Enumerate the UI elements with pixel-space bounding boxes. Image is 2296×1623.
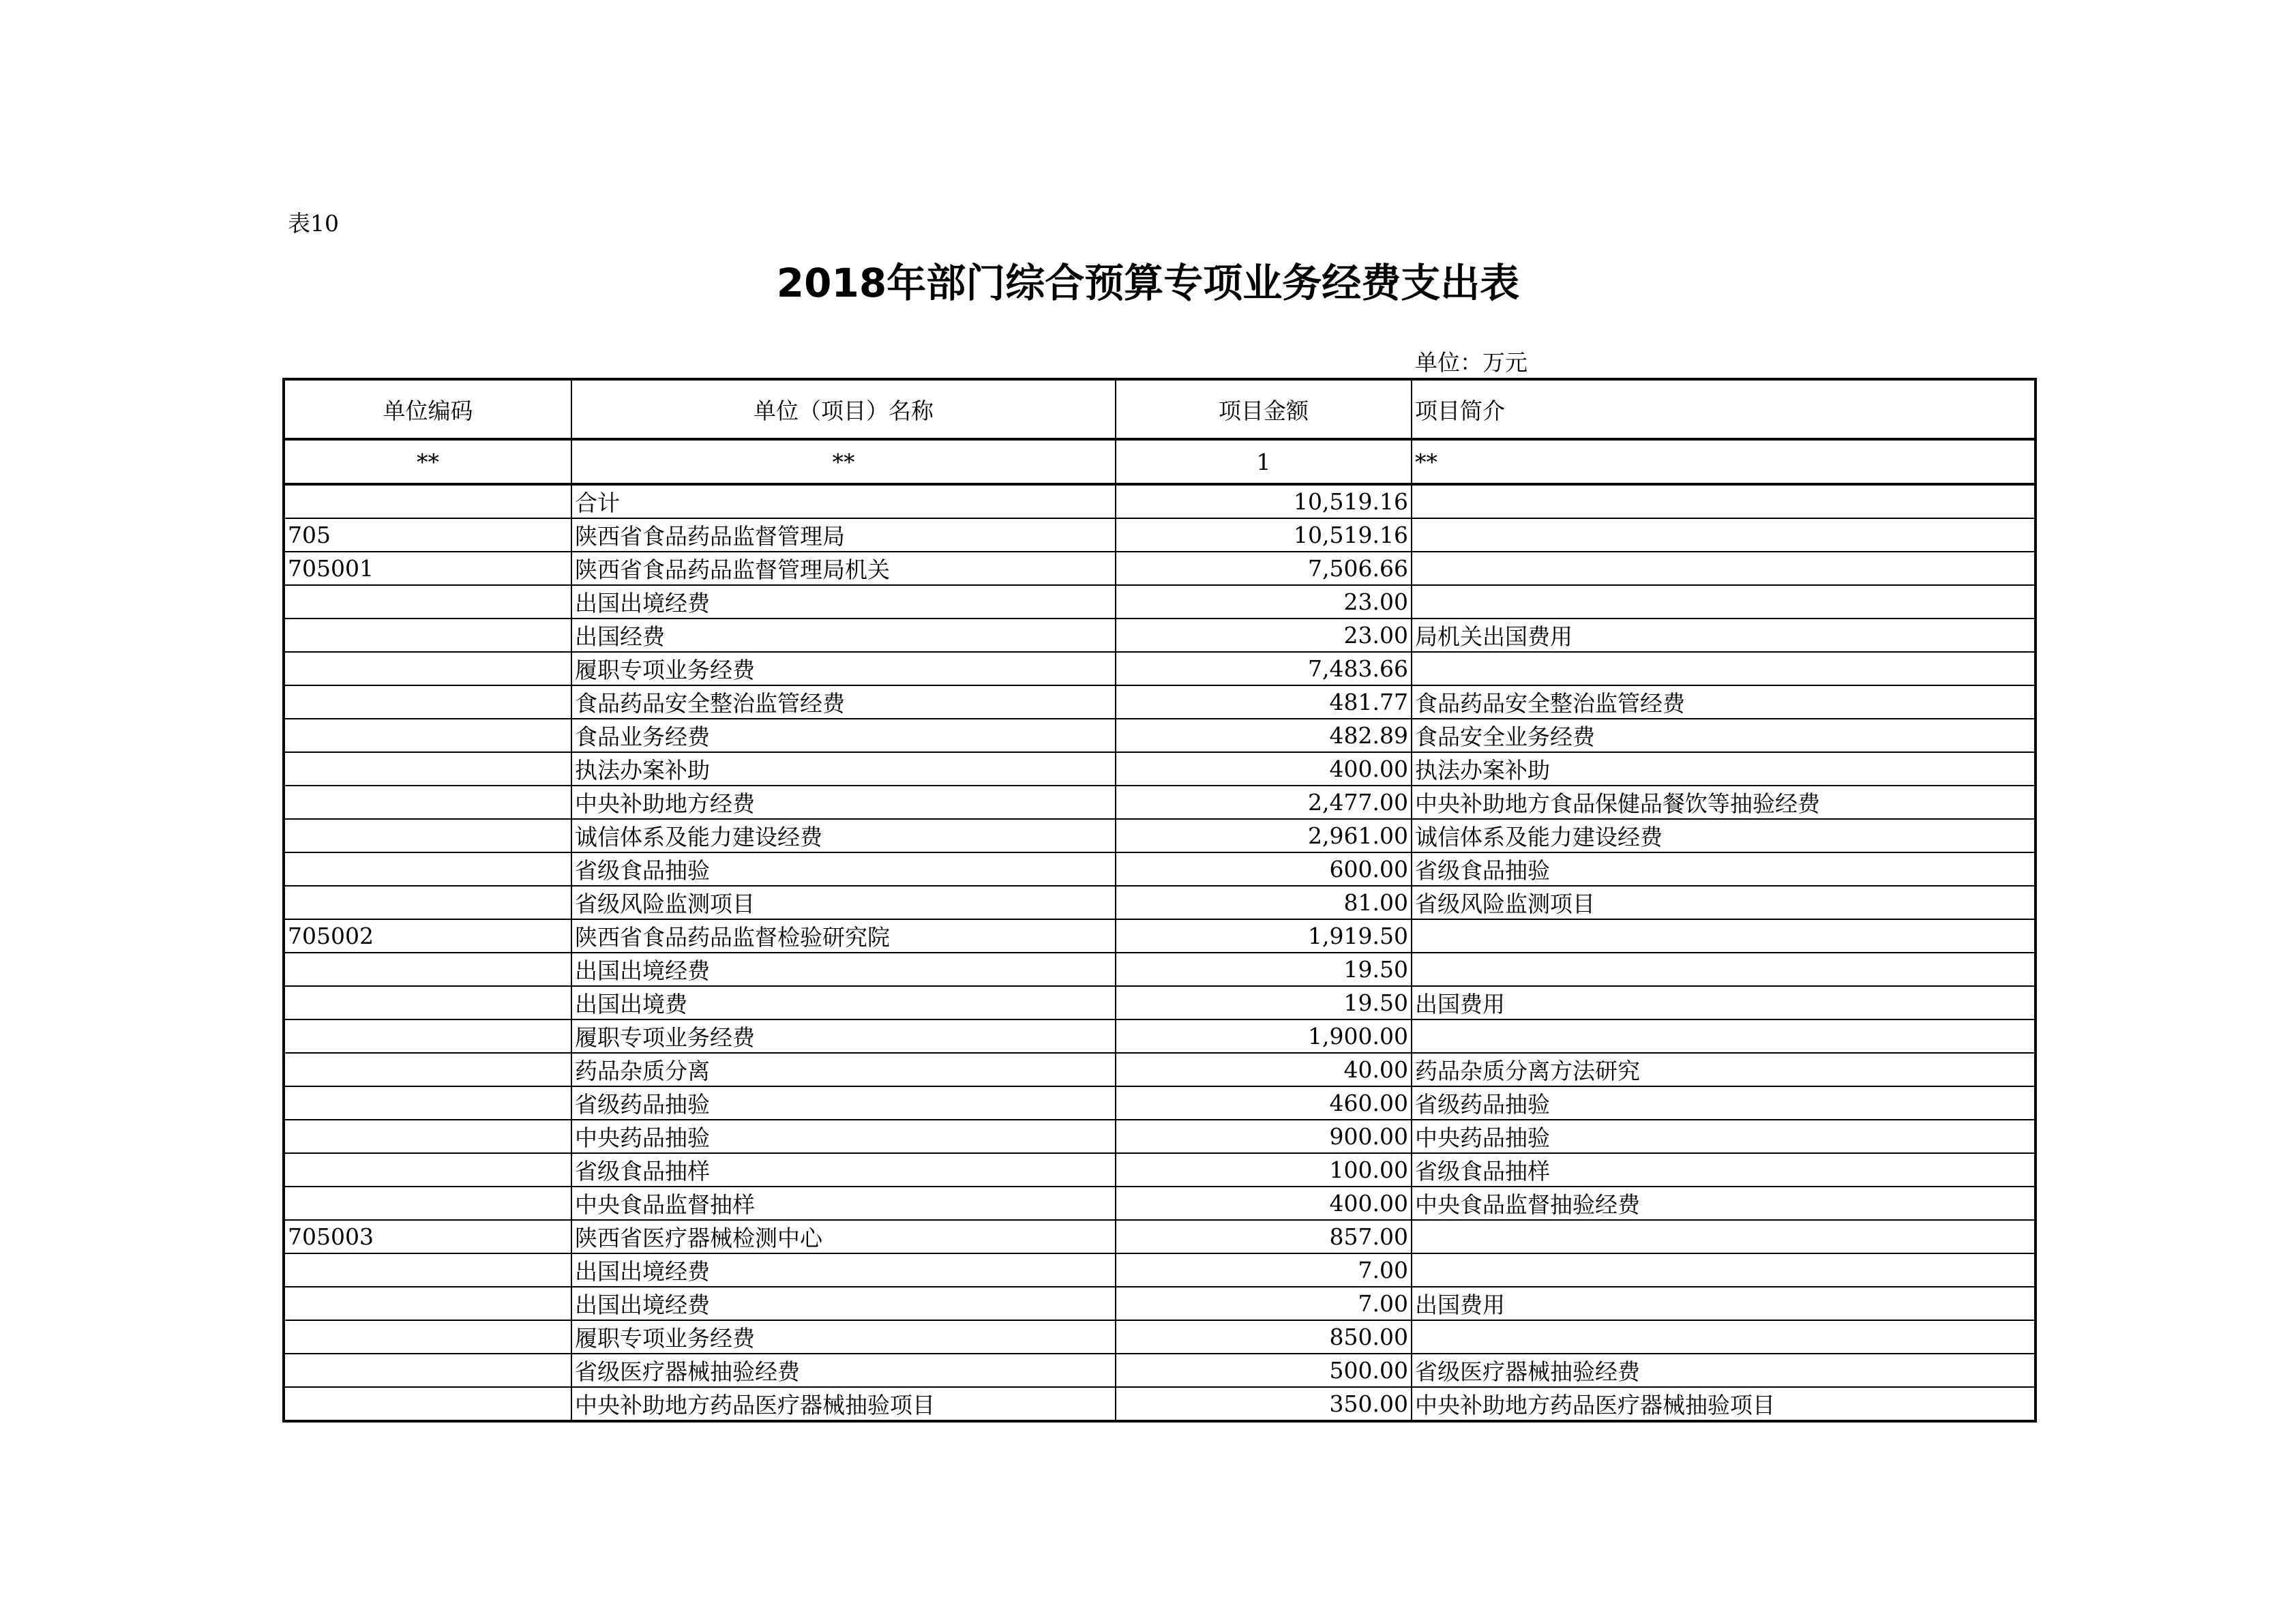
unit-code-cell <box>284 1187 571 1220</box>
item-name-cell: 出国出境费 <box>571 986 1116 1019</box>
description-cell <box>1412 1253 2036 1287</box>
description-cell <box>1412 1320 2036 1354</box>
description-cell <box>1412 953 2036 986</box>
header-code: 单位编码 <box>284 379 571 439</box>
description-cell: 省级食品抽样 <box>1412 1153 2036 1187</box>
amount-cell: 1,900.00 <box>1116 1019 1412 1053</box>
unit-code-cell <box>284 1153 571 1187</box>
unit-code-cell <box>284 1086 571 1120</box>
table-row <box>284 1120 2036 1153</box>
table-row <box>284 719 2036 752</box>
unit-code-cell <box>284 819 571 852</box>
table-row <box>284 953 2036 986</box>
amount-cell: 19.50 <box>1116 986 1412 1019</box>
item-name-cell: 出国经费 <box>571 619 1116 652</box>
description-cell <box>1412 919 2036 953</box>
unit-code-cell <box>284 484 571 518</box>
table-row <box>284 886 2036 919</box>
amount-cell: 857.00 <box>1116 1220 1412 1253</box>
unit-code-cell <box>284 1320 571 1354</box>
table-row <box>284 484 2036 518</box>
marker-row <box>284 439 2036 484</box>
description-cell <box>1412 1019 2036 1053</box>
table-row <box>284 1187 2036 1220</box>
description-cell: 中央补助地方食品保健品餐饮等抽验经费 <box>1412 786 2036 819</box>
unit-code-cell <box>284 685 571 719</box>
unit-code-cell <box>284 786 571 819</box>
unit-code-cell <box>284 652 571 685</box>
item-name-cell: 陕西省食品药品监督检验研究院 <box>571 919 1116 953</box>
unit-code-cell <box>284 619 571 652</box>
amount-cell: 2,961.00 <box>1116 819 1412 852</box>
description-cell: 局机关出国费用 <box>1412 619 2036 652</box>
item-name-cell: 省级食品抽验 <box>571 852 1116 886</box>
item-name-cell: 省级药品抽验 <box>571 1086 1116 1120</box>
amount-cell: 19.50 <box>1116 953 1412 986</box>
unit-code-cell <box>284 585 571 619</box>
item-name-cell: 中央药品抽验 <box>571 1120 1116 1153</box>
description-cell: 诚信体系及能力建设经费 <box>1412 819 2036 852</box>
item-name-cell: 中央补助地方经费 <box>571 786 1116 819</box>
description-cell: 出国费用 <box>1412 1287 2036 1320</box>
table-row <box>284 1220 2036 1253</box>
item-name-cell: 省级医疗器械抽验经费 <box>571 1354 1116 1387</box>
header-name: 单位（项目）名称 <box>571 379 1116 439</box>
amount-cell: 1,919.50 <box>1116 919 1412 953</box>
table-row <box>284 1086 2036 1120</box>
unit-code-cell <box>284 1287 571 1320</box>
amount-cell: 900.00 <box>1116 1120 1412 1153</box>
item-name-cell: 陕西省食品药品监督管理局 <box>571 518 1116 552</box>
description-cell <box>1412 484 2036 518</box>
table-row <box>284 1387 2036 1421</box>
amount-cell: 400.00 <box>1116 1187 1412 1220</box>
unit-code-cell <box>284 1253 571 1287</box>
description-cell: 食品药品安全整治监管经费 <box>1412 685 2036 719</box>
description-cell <box>1412 1220 2036 1253</box>
description-cell: 省级食品抽验 <box>1412 852 2036 886</box>
budget-table <box>282 378 2037 1423</box>
item-name-cell: 履职专项业务经费 <box>571 1320 1116 1354</box>
unit-code-cell <box>284 752 571 786</box>
amount-cell: 850.00 <box>1116 1320 1412 1354</box>
item-name-cell: 出国出境经费 <box>571 1253 1116 1287</box>
table-row <box>284 552 2036 585</box>
unit-code-cell: 705001 <box>284 552 571 585</box>
amount-cell: 81.00 <box>1116 886 1412 919</box>
item-name-cell: 食品药品安全整治监管经费 <box>571 685 1116 719</box>
item-name-cell: 出国出境经费 <box>571 1287 1116 1320</box>
unit-label: 单位：万元 <box>1415 349 1527 376</box>
table-row <box>284 786 2036 819</box>
table-row <box>284 619 2036 652</box>
description-cell: 执法办案补助 <box>1412 752 2036 786</box>
unit-code-cell <box>284 1387 571 1421</box>
description-cell: 出国费用 <box>1412 986 2036 1019</box>
table-row <box>284 852 2036 886</box>
amount-cell: 500.00 <box>1116 1354 1412 1387</box>
amount-cell: 7,506.66 <box>1116 552 1412 585</box>
amount-cell: 23.00 <box>1116 619 1412 652</box>
unit-code-cell <box>284 1120 571 1153</box>
table-row <box>284 685 2036 719</box>
unit-code-cell <box>284 852 571 886</box>
table-row <box>284 919 2036 953</box>
amount-cell: 2,477.00 <box>1116 786 1412 819</box>
marker-description: ** <box>1412 439 2036 484</box>
description-cell <box>1412 585 2036 619</box>
table-row <box>284 652 2036 685</box>
unit-code-cell: 705003 <box>284 1220 571 1253</box>
description-cell <box>1412 518 2036 552</box>
description-cell: 省级风险监测项目 <box>1412 886 2036 919</box>
item-name-cell: 履职专项业务经费 <box>571 1019 1116 1053</box>
description-cell: 省级医疗器械抽验经费 <box>1412 1354 2036 1387</box>
amount-cell: 350.00 <box>1116 1387 1412 1421</box>
amount-cell: 7,483.66 <box>1116 652 1412 685</box>
amount-cell: 23.00 <box>1116 585 1412 619</box>
unit-code-cell <box>284 719 571 752</box>
item-name-cell: 陕西省食品药品监督管理局机关 <box>571 552 1116 585</box>
item-name-cell: 省级食品抽样 <box>571 1153 1116 1187</box>
table-row <box>284 1153 2036 1187</box>
item-name-cell: 陕西省医疗器械检测中心 <box>571 1220 1116 1253</box>
unit-code-cell <box>284 986 571 1019</box>
item-name-cell: 食品业务经费 <box>571 719 1116 752</box>
item-name-cell: 执法办案补助 <box>571 752 1116 786</box>
item-name-cell: 诚信体系及能力建设经费 <box>571 819 1116 852</box>
table-row <box>284 986 2036 1019</box>
description-cell <box>1412 552 2036 585</box>
amount-cell: 7.00 <box>1116 1287 1412 1320</box>
amount-cell: 40.00 <box>1116 1053 1412 1086</box>
description-cell: 中央补助地方药品医疗器械抽验项目 <box>1412 1387 2036 1421</box>
amount-cell: 400.00 <box>1116 752 1412 786</box>
description-cell <box>1412 652 2036 685</box>
table-row <box>284 752 2036 786</box>
table-row <box>284 819 2036 852</box>
marker-code: ** <box>284 439 571 484</box>
amount-cell: 100.00 <box>1116 1153 1412 1187</box>
header-amount: 项目金额 <box>1116 379 1412 439</box>
table-row <box>284 585 2036 619</box>
item-name-cell: 出国出境经费 <box>571 585 1116 619</box>
table-row <box>284 518 2036 552</box>
amount-cell: 10,519.16 <box>1116 518 1412 552</box>
amount-cell: 10,519.16 <box>1116 484 1412 518</box>
marker-name: ** <box>571 439 1116 484</box>
table-number-label: 表10 <box>288 210 339 237</box>
amount-cell: 482.89 <box>1116 719 1412 752</box>
unit-code-cell <box>284 1053 571 1086</box>
page-title: 2018年部门综合预算专项业务经费支出表 <box>776 260 1520 306</box>
marker-amount: 1 <box>1116 439 1412 484</box>
table-row <box>284 1253 2036 1287</box>
amount-cell: 460.00 <box>1116 1086 1412 1120</box>
description-cell: 中央食品监督抽验经费 <box>1412 1187 2036 1220</box>
item-name-cell: 药品杂质分离 <box>571 1053 1116 1086</box>
item-name-cell: 履职专项业务经费 <box>571 652 1116 685</box>
unit-code-cell <box>284 886 571 919</box>
amount-cell: 481.77 <box>1116 685 1412 719</box>
table-row <box>284 1320 2036 1354</box>
item-name-cell: 省级风险监测项目 <box>571 886 1116 919</box>
item-name-cell: 中央食品监督抽样 <box>571 1187 1116 1220</box>
item-name-cell: 中央补助地方药品医疗器械抽验项目 <box>571 1387 1116 1421</box>
description-cell: 药品杂质分离方法研究 <box>1412 1053 2036 1086</box>
description-cell: 省级药品抽验 <box>1412 1086 2036 1120</box>
description-cell: 中央药品抽验 <box>1412 1120 2036 1153</box>
unit-code-cell <box>284 1019 571 1053</box>
table-row <box>284 1019 2036 1053</box>
item-name-cell: 出国出境经费 <box>571 953 1116 986</box>
unit-code-cell <box>284 953 571 986</box>
description-cell: 食品安全业务经费 <box>1412 719 2036 752</box>
table-row <box>284 1354 2036 1387</box>
amount-cell: 7.00 <box>1116 1253 1412 1287</box>
unit-code-cell: 705002 <box>284 919 571 953</box>
unit-code-cell <box>284 1354 571 1387</box>
amount-cell: 600.00 <box>1116 852 1412 886</box>
header-description: 项目简介 <box>1412 379 2036 439</box>
table-header-row <box>284 379 2036 439</box>
table-row <box>284 1287 2036 1320</box>
table-row <box>284 1053 2036 1086</box>
unit-code-cell: 705 <box>284 518 571 552</box>
item-name-cell: 合计 <box>571 484 1116 518</box>
